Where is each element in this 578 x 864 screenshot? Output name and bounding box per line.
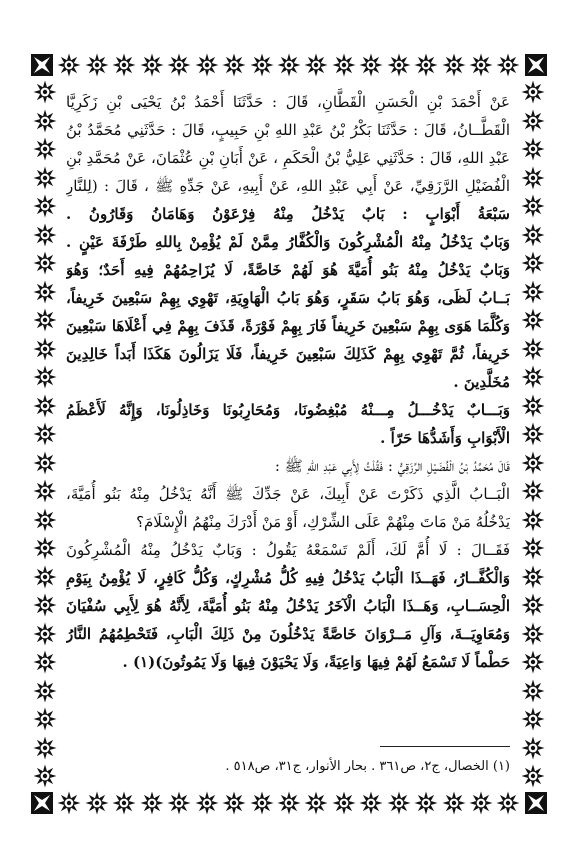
star-flower-icon <box>167 53 191 77</box>
star-flower-icon <box>112 791 136 815</box>
star-flower-icon <box>521 422 545 446</box>
star-flower-icon <box>521 622 545 646</box>
star-flower-icon <box>57 791 81 815</box>
star-flower-icon <box>414 53 438 77</box>
star-flower-icon <box>414 791 438 815</box>
text-line: قَالَ مُحَمَّدُ بْنُ الْفُضَيْلِ الرَّزَقِيُّ : فَقُلْتُ لِأَبِي عَبْدِ اللهِ ﷺ : <box>274 457 510 475</box>
left-border <box>30 80 60 788</box>
star-flower-icon <box>57 53 81 77</box>
star-flower-icon <box>469 53 493 77</box>
star-flower-icon <box>521 764 545 788</box>
text-line: وَمُعَاوِيَــةَ، وَآلِ مَــرْوَانَ خَاصَّةً يَدْخُلُونَ مِنْ ذَلِكَ الْبَابِ، فَتَحْطِمُهُمُ النَّارُ <box>66 625 510 643</box>
star-flower-icon <box>387 791 411 815</box>
star-flower-icon <box>33 565 57 589</box>
star-flower-icon <box>277 53 301 77</box>
star-flower-icon <box>521 593 545 617</box>
star-flower-icon <box>521 365 545 389</box>
star-flower-icon <box>277 791 301 815</box>
x-ornament-icon <box>524 791 548 815</box>
text-line: عَنْ أَحْمَدَ بْنِ الْحَسَنِ الْقَطَّانِ، قَالَ : حَدَّثَنَا أَحْمَدُ بْنُ يَحْيَى بْنِ زَكَرِيَّا <box>66 93 510 111</box>
text-line: وَبَابٌ يَدْخُلُ مِنْهُ الْمُشْرِكُونَ وَالْكُفَّارُ مِمَّنْ لَمْ يُؤْمِنْ بِاللهِ طَرْفَةَ عَيْنٍ . <box>66 233 510 251</box>
text-line: فَقَــالَ : لَا أُمَّ لَكَ، أَلَمْ تَسْمَعْهُ يَقُولُ : وَبَابٌ يَدْخُلُ مِنْهُ الْمُشْرِكُونَ <box>66 541 510 559</box>
star-flower-icon <box>33 593 57 617</box>
text-line: مُخَلَّدِينَ . <box>453 373 510 391</box>
star-flower-icon <box>33 536 57 560</box>
star-flower-icon <box>521 707 545 731</box>
star-flower-icon <box>140 791 164 815</box>
star-flower-icon <box>250 791 274 815</box>
star-flower-icon <box>521 679 545 703</box>
x-ornament-icon <box>30 53 54 77</box>
star-flower-icon <box>85 53 109 77</box>
star-flower-icon <box>521 536 545 560</box>
star-flower-icon <box>33 451 57 475</box>
star-flower-icon <box>33 764 57 788</box>
star-flower-icon <box>112 53 136 77</box>
star-flower-icon <box>442 791 466 815</box>
star-flower-icon <box>521 280 545 304</box>
footnote: (١) الخصال، ج٢، ص٣٦١ . بحار الأنوار، ج٣١، ص٥١٨ . <box>225 759 510 774</box>
star-flower-icon <box>250 53 274 77</box>
star-flower-icon <box>332 791 356 815</box>
footnote-divider <box>380 746 510 747</box>
star-flower-icon <box>222 53 246 77</box>
star-flower-icon <box>521 394 545 418</box>
star-flower-icon <box>222 791 246 815</box>
star-flower-icon <box>33 622 57 646</box>
star-flower-icon <box>33 337 57 361</box>
text-line: عَبْدِ اللهِ، قَالَ : حَدَّثَنِي عَلِيُّ بْنُ الْحَكَمِ ، عَنْ أَبَانِ بْنِ عُثْمَانَ، عَنْ مُحَمَّدِ بْنِ <box>66 149 510 167</box>
star-flower-icon <box>33 251 57 275</box>
star-flower-icon <box>521 109 545 133</box>
text-line: وَبَـــابٌ يَدْخُـــلُ مِـــنْهُ مُبْغِضُونَا، وَمُحَارِبُونَا وَخَاذِلُونَا، وَإِنَّهُ لَأَعْظَمُ <box>66 401 510 419</box>
x-ornament-icon <box>30 791 54 815</box>
star-flower-icon <box>33 194 57 218</box>
text-line: حَطْماً لَا تَسْمَعُ لَهُمْ فِيهَا وَاعِيَةً، وَلَا يَحْيَوْنَ فِيهَا وَلَا يَمُوتُونَ)(١) . <box>122 653 510 671</box>
text-line: وَكُلَّمَا هَوَى بِهِمْ سَبْعِينَ خَرِيفاً فَارَ بِهِمْ فَوْرَةً، قَذَفَ بِهِمْ فِي أَعْلَاهَا سَبْعِينَ <box>66 317 510 335</box>
x-ornament-icon <box>524 53 548 77</box>
top-border <box>30 50 548 80</box>
star-flower-icon <box>140 53 164 77</box>
star-flower-icon <box>521 80 545 104</box>
text-line: الْبَــابُ الَّذِي ذَكَرْتَ عَنْ أَبِيكَ، عَنْ جَدِّكَ ﷺ أَنَّهُ يَدْخُلُ مِنْهُ بَنُو أُمَيَّةَ، <box>66 485 510 503</box>
text-line: الْأَبْوَابِ وَأَشَدُّهَا حَرّاً . <box>380 429 510 447</box>
star-flower-icon <box>85 791 109 815</box>
star-flower-icon <box>521 565 545 589</box>
star-flower-icon <box>521 137 545 161</box>
star-flower-icon <box>521 508 545 532</box>
hadith-text <box>66 88 510 733</box>
star-flower-icon <box>33 137 57 161</box>
star-flower-icon <box>521 736 545 760</box>
star-flower-icon <box>304 791 328 815</box>
star-flower-icon <box>521 166 545 190</box>
star-flower-icon <box>521 308 545 332</box>
text-line: الْقَطَّــانُ، قَالَ : حَدَّثَنَا بَكْرُ بْنُ عَبْدِ اللهِ بْنِ حَبِيبٍ، قَالَ : حَدَّثَنِي مُحَمَّدُ بْنُ <box>66 121 510 139</box>
text-line: وَالْكُفَّــارُ، فَهَــذَا الْبَابُ يَدْخُلُ فِيهِ كُلُّ مُشْرِكٍ، وَكُلُّ كَافِرٍ، لَا يُؤْمِنُ بِيَوْمِ <box>66 569 510 587</box>
star-flower-icon <box>33 308 57 332</box>
star-flower-icon <box>33 422 57 446</box>
text-line: يَدْخُلُهُ مَنْ مَاتَ مِنْهُمْ عَلَى الشِّرْكِ، أَوْ مَنْ أَدْرَكَ مِنْهُمُ الْإِسْلَامَ؟ <box>136 513 510 531</box>
text-line: وَبَابٌ يَدْخُلُ مِنْهُ بَنُو أُمَيَّةَ هُوَ لَهُمْ خَاصَّةً، لَا يُزَاحِمُهُمْ فِيهِ أَحَدٌ؛ وَهُوَ <box>66 261 510 279</box>
star-flower-icon <box>33 223 57 247</box>
star-flower-icon <box>33 365 57 389</box>
star-flower-icon <box>33 650 57 674</box>
star-flower-icon <box>442 53 466 77</box>
star-flower-icon <box>33 109 57 133</box>
star-flower-icon <box>33 280 57 304</box>
star-flower-icon <box>167 791 191 815</box>
star-flower-icon <box>33 479 57 503</box>
star-flower-icon <box>332 53 356 77</box>
text-line: الْفُضَيْلِ الرَّزَقِيِّ، عَنْ أَبِي عَبْدِ اللهِ، عَنْ أَبِيهِ، عَنْ جَدِّهِ ﷺ ، قَالَ : (لِلنَّارِ <box>66 177 510 195</box>
star-flower-icon <box>33 508 57 532</box>
star-flower-icon <box>33 394 57 418</box>
star-flower-icon <box>33 166 57 190</box>
star-flower-icon <box>521 337 545 361</box>
text-line: سَبْعَةُ أَبْوَابٍ : بَابٌ يَدْخُلُ مِنْهُ فِرْعَوْنُ وَهَامَانُ وَقَارُونُ . <box>66 205 510 223</box>
star-flower-icon <box>33 707 57 731</box>
star-flower-icon <box>496 791 520 815</box>
text-line: الْحِسَــابِ، وَهَــذَا الْبَابُ الْآخَرُ يَدْخُلُ مِنْهُ بَنُو أُمَيَّةَ، لِأَنَّهُ هُوَ لِأَبِي سُفْيَانَ <box>66 597 510 615</box>
right-border <box>518 80 548 788</box>
star-flower-icon <box>521 194 545 218</box>
star-flower-icon <box>521 479 545 503</box>
star-flower-icon <box>33 736 57 760</box>
star-flower-icon <box>304 53 328 77</box>
star-flower-icon <box>33 80 57 104</box>
star-flower-icon <box>359 53 383 77</box>
bottom-border <box>30 788 548 818</box>
star-flower-icon <box>359 791 383 815</box>
star-flower-icon <box>521 650 545 674</box>
star-flower-icon <box>387 53 411 77</box>
star-flower-icon <box>195 53 219 77</box>
text-line: خَرِيفاً، ثُمَّ تَهْوِي بِهِمْ كَذَلِكَ سَبْعِينَ خَرِيفاً، فَلَا يَزَالُونَ هَكَذَا أَبَداً خَالِدِينَ <box>66 345 510 363</box>
star-flower-icon <box>195 791 219 815</box>
text-line: بَــابُ لَظَى، وَهُوَ بَابُ سَقَرٍ، وَهُوَ بَابُ الْهَاوِيَةِ، تَهْوِي بِهِمْ سَبْعِينَ خَرِيفاً، <box>66 289 510 307</box>
star-flower-icon <box>521 251 545 275</box>
star-flower-icon <box>521 451 545 475</box>
star-flower-icon <box>496 53 520 77</box>
star-flower-icon <box>33 679 57 703</box>
star-flower-icon <box>469 791 493 815</box>
star-flower-icon <box>521 223 545 247</box>
